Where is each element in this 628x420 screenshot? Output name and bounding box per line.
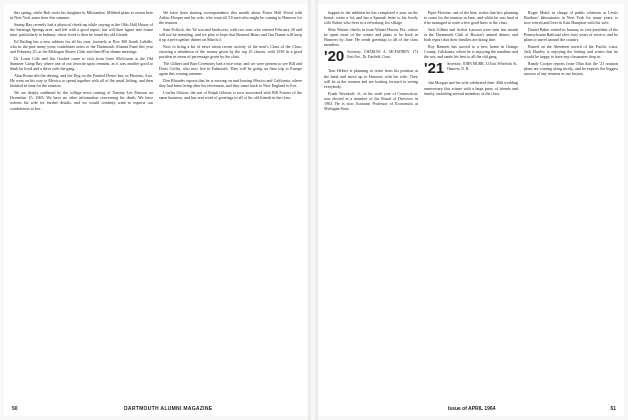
paragraph: Jack Gilbert and Archie Lawson were seen last month at the Dartmouth Club of Boston's annual dinner, and both report that their families are doing fine. (424, 27, 518, 43)
page-number: 51 (610, 406, 616, 412)
paragraph: Don Rhoades reports that he is moving on and leaving Mexico and California, where they had been living after his retirement, and they came back to New England to live. (159, 78, 302, 89)
paragraph: Ed Bailing has a new address for all his own, formerly at Box 300 South LaSalle, who in the past many years contributes notes to the Dartmouth Alumni Fund this year and February 25, at the Mohegan Shores Club, and then 80 at dinner meetings. (10, 39, 153, 55)
paragraph: Sam Pollock, the '62 son and hardcover, with two sons who entered February 20 and will not be attending, and we plan to hope that Bernard Hines and Jim Dunne will keep it up a pet-together dinner on March 4. (159, 27, 302, 43)
paragraph: Alan Rouse did the driving, and the Dog on the Painted Desert Inn, in Phoenix, Ariz. He went on his way to Mexico to spend together with all of the usual fishing, and then finished in time for the reunion. (10, 73, 153, 89)
running-title: DARTMOUTH ALUMNI MAGAZINE (124, 406, 213, 412)
class-secretary: Secretary, JOHN MURR, 33 East Wheelock St., Hanover, N. H. (447, 62, 518, 71)
issue-label: Issue of APRIL 1964 (448, 406, 496, 412)
paragraph: Now to bring a bit of news about recent activity of the men's Class of the Class, showing a tabulation of the money given by the top 15 classes, with 1918 in a good position in terms of percentage given by the class. (159, 44, 302, 60)
left-columns (10, 10, 302, 400)
paragraph: Piper Fletcher, one of the best, writes that he's planning to come for the reunion in June, and while he was hard at it he managed to write a few good lines to the class. (424, 10, 518, 26)
paragraph: Jim Morgan and his wife celebrated their 40th wedding anniversary this winter with a large party of friends and family, including several members of the class. (424, 80, 518, 96)
paragraph: Randy Cooper reports from Ohio that the '21 reunion plans are coming along nicely, and he expects the biggest turnout of any reunion in our history. (524, 61, 618, 77)
paragraph: Daniel Baker retired in January as vice-president of the Pennsylvania Railroad after forty years of service, and he plans to travel around the country. (524, 27, 618, 43)
page-number: 50 (12, 406, 18, 412)
left-column-2 (159, 10, 302, 400)
class-section-header (424, 62, 518, 76)
class-section-header (324, 50, 418, 64)
right-column-1 (324, 10, 418, 400)
right-page (318, 4, 624, 416)
paragraph: The Gilbert and Barr Ceremony had a nice time, and we were present to see Bill and Doris Coffin, who now live in Falmouth. They will be going on their trip to Europe again this coming summer. (159, 61, 302, 77)
paragraph: Cowles Gibson, the son of Ralph Gibson, is now associated with Bill Fosters of the same business, and has sent word of greetings to all of his old friends in the class. (159, 90, 302, 101)
paragraph: We are deeply saddened by the college news coming of Tommy Lee Pearson on December 15, 1963. We have no other information concerning his death. We have written his wife for further details, and we would certainly want to express our condolences to her. (10, 90, 153, 111)
paragraph: Tom Hebert is planning to retire from his position at the bank and move up to Hanover with his wife. They will be at the reunion and are looking forward to seeing everybody. (324, 68, 418, 89)
paragraph: happen to the addition he has completed a year on the house, wrote a lot, and has a Spanish letter to his lovely wife Esther who lives in a refreshing fox village. (324, 10, 418, 26)
paragraph: this spring, while Bob visits his daughter in Milwaukee. Mildred plans to return here in New York some time this summer. (10, 10, 153, 21)
right-column-3 (524, 10, 618, 400)
right-columns (324, 10, 618, 400)
gutter (308, 0, 318, 420)
class-year: '20 (324, 48, 345, 66)
paragraph: Buried on the Aberdeen stretch of the Pacific coast, Jack Hartley is enjoying the fishing and writes that he would be happy to have any classmates drop in. (524, 44, 618, 60)
paragraph: Dr. Louis Cole and Jim Gushee came to visit from Gene McGowan at the Old Summer Camp Bay where one of our favorite spots remains, as it was another good to think he lived and a drive with the gang. (10, 56, 153, 72)
paragraph: Roger Muhl, in charge of public relations at Lewis Brothers' laboratories in New York for many years, is now retired and lives in East Hampton with his wife. (524, 10, 618, 26)
class-year: '21 (424, 60, 445, 78)
right-column-2 (424, 10, 518, 400)
paragraph: Stump Ray recently had a physical check-up while staying at the Olds Hall House of the Saratoga Springs area, and left with a good report, but will then figure into future time, particularly to Indiana, where lived is then he found his old friends. (10, 21, 153, 38)
paragraph: Roy Bennett has moved to a new home in Orange County, California, where he is enjoying the sunshine and the sea, and sends his best to all the old gang. (424, 44, 518, 60)
paragraph: Miss Warner checks in from Winter Haven, Fla., where he spent most of the winter and plans to be back in Hanover by June. He sends greetings to all of the class members. (324, 27, 418, 48)
paragraph: Frank Woodruff, Jr., in his sixth year of Connecticut, was elected as a member of the Board of Directors in 1963. He is now Assistant Professor of Economics at Michigan State. (324, 90, 418, 111)
left-page (4, 4, 308, 416)
class-secretary: Secretary, CHARLES A. MCFADDEN, 174 East Ave., Dr. Fairfield, Conn. (347, 50, 418, 59)
left-column-1 (10, 10, 153, 400)
paragraph: We have been sharing correspondence this month about Porter Hall Wood with Arthur Hooper and his wife, who want all '18 men who might be coming to Hanover for the reunion. (159, 10, 302, 26)
